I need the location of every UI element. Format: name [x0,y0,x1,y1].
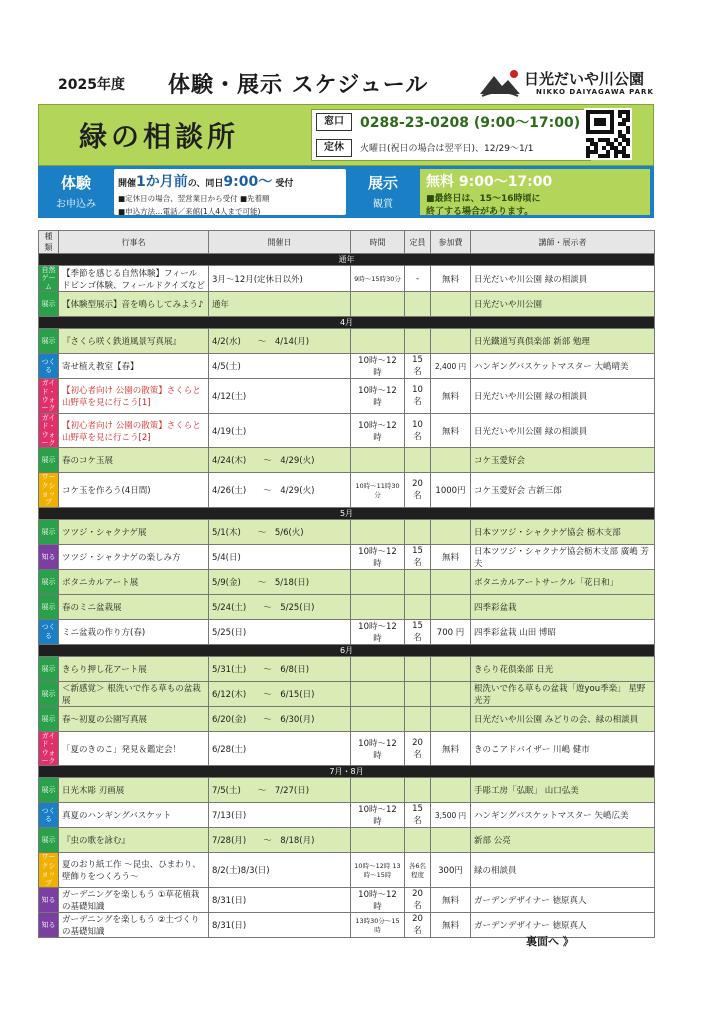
type-badge: ワークショップ [39,473,59,508]
event-fee [431,569,471,594]
event-time [351,828,405,853]
schedule-table [38,230,655,938]
show-hours: 無料 9:00～17:00 [426,174,553,190]
event-name: ガーデニングを楽しもう ②土づくりの基礎知識 [59,912,209,937]
event-fee [431,519,471,544]
table-row[interactable] [39,544,655,569]
logo-subtitle: NIKKO DAIYAGAWA PARK [536,88,654,96]
show-label-big: 展示 [367,174,398,192]
apply-timing-pre: 開催 [118,179,137,189]
event-name: 春のコケ玉展 [59,448,209,473]
mountain-logo-icon [478,68,522,98]
event-fee [431,292,471,317]
event-time [351,519,405,544]
event-fee [431,828,471,853]
park-logo [478,68,690,102]
section-label: 6月 [39,644,655,656]
type-badge: 展示 [39,828,59,853]
type-badge: ガイド・ウォーク [39,731,59,766]
event-capacity: 15 名 [405,803,431,828]
event-name: 真夏のハンギングバスケット [59,803,209,828]
event-host: ガーデンデザイナー 徳原真人 [471,887,655,912]
section-label: 5月 [39,507,655,519]
table-row[interactable] [39,594,655,619]
event-time: 10時～12時 [351,379,405,414]
qr-code [584,108,632,160]
event-name: 日光木彫 刃画展 [59,778,209,803]
closed-tag: 定休 [316,139,352,157]
schedule-body [39,254,655,938]
table-row[interactable] [39,292,655,317]
event-name: ツツジ・シャクナゲの楽しみ方 [59,544,209,569]
header-capacity: 定員 [405,231,431,254]
event-date: 4/12(土) [209,379,351,414]
event-fee: 無料 [431,912,471,937]
event-capacity: 15 名 [405,354,431,379]
type-badge: 展示 [39,706,59,731]
apply-timing [118,171,342,191]
section-header-row [39,766,655,778]
event-fee: 無料 [431,887,471,912]
type-badge: 展示 [39,519,59,544]
event-name: 「夏のきのこ」発見＆鑑定会！ [59,731,209,766]
event-fee [431,448,471,473]
type-badge: 展示 [39,681,59,706]
event-fee: 700 円 [431,619,471,644]
event-date: 4/19(土) [209,413,351,448]
event-host: 日光だいや川公園 [471,292,655,317]
event-date: 6/20(金) ～ 6/30(月) [209,706,351,731]
event-capacity [405,519,431,544]
schedule-table-wrap [38,230,654,938]
show-label [348,166,418,218]
event-name: 『虫の歌を詠む』 [59,828,209,853]
event-name: ＜新感覚＞ 根洗いで作る草もの盆栽展 [59,681,209,706]
apply-label-small: お申込み [56,199,96,210]
section-header-row [39,507,655,519]
event-date: 通年 [209,292,351,317]
event-name: 【季節を感じる自然体験】フィールドビンゴ体験、フィールドクイズなど [59,266,209,292]
event-date: 8/31(日) [209,887,351,912]
table-row[interactable] [39,266,655,292]
type-badge: 知る [39,887,59,912]
event-capacity: 20名 [405,887,431,912]
event-time [351,292,405,317]
event-name: 寄せ植え教室【春】 [59,354,209,379]
event-host: コケ玉愛好会 吉新三郎 [471,473,655,508]
event-time: 10時～12時 13時～15時 [351,853,405,888]
event-name: ボタニカルアート展 [59,569,209,594]
event-fee: 無料 [431,379,471,414]
event-date: 5/25(日) [209,619,351,644]
table-row[interactable] [39,853,655,888]
event-time [351,448,405,473]
phone-row [312,110,590,134]
event-time [351,706,405,731]
type-badge: 展示 [39,656,59,681]
page-header [38,66,690,102]
apply-note-1: ■定休日の場合、翌営業日から受付 ■先着順 [118,194,270,203]
event-fee: 2,400 円 [431,354,471,379]
event-host: 緑の相談員 [471,853,655,888]
event-fee [431,329,471,354]
event-capacity [405,778,431,803]
type-badge: つくる [39,354,59,379]
show-note-2: 終了する場合があります。 [426,207,534,217]
event-name: 春のミニ盆栽展 [59,594,209,619]
type-badge: 展示 [39,448,59,473]
type-badge: 知る [39,544,59,569]
event-host: ハンギングバスケットマスター 矢嶋広美 [471,803,655,828]
event-capacity [405,706,431,731]
table-row[interactable] [39,519,655,544]
event-date: 6/28(土) [209,731,351,766]
closed-days: 火曜日(祝日の場合は翌平日)、12/29～1/1 [360,144,534,154]
header-host: 講師・展示者 [471,231,655,254]
page-title: 体験・展示 スケジュール [168,73,429,98]
event-host: 手彫工房「弘眠」 山口弘美 [471,778,655,803]
event-host: 四季彩盆栽 山田 博昭 [471,619,655,644]
section-header-row [39,317,655,329]
event-capacity [405,681,431,706]
event-host: 四季彩盆栽 [471,594,655,619]
consultation-title: 緑の相談所 [79,120,240,153]
event-date: 5/24(土) ～ 5/25(日) [209,594,351,619]
event-name: きらり押し花アート展 [59,656,209,681]
event-capacity [405,828,431,853]
event-date: 7/5(土) ～ 7/27(日) [209,778,351,803]
event-time: 10時～12時 [351,413,405,448]
table-row[interactable] [39,656,655,681]
event-time: 10時～12時 [351,887,405,912]
event-time: 10時～12時 [351,619,405,644]
event-time [351,594,405,619]
event-time: 10時～12時 [351,354,405,379]
event-fee: 無料 [431,266,471,292]
section-label: 4月 [39,317,655,329]
table-header-row [39,231,655,254]
apply-timing-time: 9:00～ [223,174,273,190]
header-date: 開催日 [209,231,351,254]
event-host: きのこアドバイザー 川嶋 健市 [471,731,655,766]
event-capacity [405,594,431,619]
event-name: 【初心者向け 公園の散策】さくらと山野草を見に行こう[1] [59,379,209,414]
event-fee: 無料 [431,544,471,569]
event-time: 9時～15時30分 [351,266,405,292]
event-date: 8/2(土)8/3(日) [209,853,351,888]
event-time: 10時～12時 [351,803,405,828]
event-name: ミニ盆栽の作り方(春) [59,619,209,644]
event-host: ハンギングバスケットマスター 大嶋晴美 [471,354,655,379]
event-name: ガーデニングを楽しもう ①草花植栽の基礎知識 [59,887,209,912]
type-badge: つくる [39,803,59,828]
phone-number: 0288-23-0208 (9:00～17:00) [360,115,581,131]
section-label: 通年 [39,254,655,266]
table-row[interactable] [39,354,655,379]
logo-name: 日光だいや川公園 [524,70,645,88]
event-host: 日光鐵道写真倶楽部 新部 勉理 [471,329,655,354]
event-host: ボタニカルアートサークル「花日和」 [471,569,655,594]
event-name: 春～初夏の公園写真展 [59,706,209,731]
event-capacity: 10 名 [405,413,431,448]
header-time: 時間 [351,231,405,254]
table-row[interactable] [39,681,655,706]
event-host: 日光だいや川公園 緑の相談員 [471,379,655,414]
table-row[interactable] [39,619,655,644]
table-row[interactable] [39,413,655,448]
qr-code-icon [586,110,630,158]
event-host: 日本ツツジ・シャクナゲ協会栃木支部 廣嶋 芳夫 [471,544,655,569]
show-label-small: 観賞 [373,199,393,210]
event-fee [431,594,471,619]
type-badge: 展示 [39,594,59,619]
event-date: 8/31(日) [209,912,351,937]
type-badge: 展示 [39,329,59,354]
event-time: 10時～12時 [351,544,405,569]
event-capacity [405,656,431,681]
event-capacity: 15 名 [405,544,431,569]
event-name: ツツジ・シャクナゲ展 [59,519,209,544]
event-time [351,569,405,594]
event-fee [431,656,471,681]
event-name: 夏のおり紙工作 ～昆虫、ひまわり、壁飾りをつくろう～ [59,853,209,888]
event-name: 【体験型展示】音を鳴らしてみよう♪ [59,292,209,317]
event-host: コケ玉愛好会 [471,448,655,473]
event-time [351,681,405,706]
event-capacity: 15 名 [405,619,431,644]
apply-timing-month: 1か月前 [136,174,188,190]
event-host: 日光だいや川公園 みどりの会、緑の相談員 [471,706,655,731]
apply-timing-post: の、同日 [187,179,224,189]
event-date: 3月～12月(定休日以外) [209,266,351,292]
apply-details [114,169,346,215]
table-row[interactable] [39,329,655,354]
apply-info-bar [38,166,654,218]
contact-info-box [311,109,591,161]
table-row[interactable] [39,448,655,473]
table-row[interactable] [39,379,655,414]
section-label: 7月・8月 [39,766,655,778]
show-note-1: ■最終日は、15～16時頃に [426,194,541,204]
event-capacity: 20名 [405,912,431,937]
type-badge: つくる [39,619,59,644]
event-fee: 無料 [431,731,471,766]
event-capacity [405,329,431,354]
event-date: 4/26(土) ～ 4/29(火) [209,473,351,508]
apply-note-2: ■申込方法…電話／来館(1人4人まで可能) [118,207,261,216]
closed-row [312,136,590,160]
event-fee: 無料 [431,413,471,448]
type-badge: 展示 [39,569,59,594]
event-date: 7/28(月) ～ 8/18(月) [209,828,351,853]
consultation-panel [38,104,654,166]
event-capacity: 20 名 [405,731,431,766]
event-time: 13時30分～15時 [351,912,405,937]
event-name: 『さくら咲く鉄道風景写真展』 [59,329,209,354]
type-badge: 展示 [39,292,59,317]
event-capacity [405,292,431,317]
table-row[interactable] [39,803,655,828]
event-date: 5/1(木) ～ 5/6(火) [209,519,351,544]
event-fee [431,778,471,803]
table-row[interactable] [39,731,655,766]
type-badge: 自然ゲーム [39,266,59,292]
type-badge: ガイド・ウォーク [39,379,59,414]
event-capacity: - [405,266,431,292]
event-date: 5/9(金) ～ 5/18(日) [209,569,351,594]
show-details [420,169,650,215]
event-host: 日光だいや川公園 緑の相談員 [471,413,655,448]
next-page-link[interactable]: 裏面へ 》 [526,935,574,948]
header-fee: 参加費 [431,231,471,254]
section-header-row [39,254,655,266]
table-row[interactable] [39,887,655,912]
type-badge: ワークショップ [39,853,59,888]
event-date: 6/12(木) ～ 6/15(日) [209,681,351,706]
event-date: 5/31(土) ～ 6/8(日) [209,656,351,681]
event-fee [431,706,471,731]
event-host: 根洗いで作る草もの盆栽「遊you季楽」 星野光芳 [471,681,655,706]
type-badge: ガイド・ウォーク [39,413,59,448]
table-row[interactable] [39,569,655,594]
apply-label [38,166,114,218]
table-row[interactable] [39,828,655,853]
event-name: 【初心者向け 公園の散策】さくらと山野草を見に行こう[2] [59,413,209,448]
event-fee: 3,500 円 [431,803,471,828]
event-host: 日本ツツジ・シャクナゲ協会 栃木支部 [471,519,655,544]
header-event: 行事名 [59,231,209,254]
window-tag: 窓口 [316,113,352,131]
event-fee [431,681,471,706]
event-capacity: 20 名 [405,473,431,508]
table-row[interactable] [39,778,655,803]
event-time [351,329,405,354]
event-name: コケ玉を作ろう(4日間) [59,473,209,508]
event-date: 4/2(水) ～ 4/14(月) [209,329,351,354]
event-date: 4/24(木) ～ 4/29(火) [209,448,351,473]
event-capacity [405,569,431,594]
section-header-row [39,644,655,656]
event-capacity: 10 名 [405,379,431,414]
table-row[interactable] [39,706,655,731]
apply-label-big: 体験 [60,174,91,192]
event-host: 日光だいや川公園 緑の相談員 [471,266,655,292]
event-host: ガーデンデザイナー 徳原真人 [471,912,655,937]
type-badge: 知る [39,912,59,937]
event-capacity: 各6名程度 [405,853,431,888]
event-fee: 300円 [431,853,471,888]
event-host: 新部 公亮 [471,828,655,853]
event-time [351,656,405,681]
table-row[interactable] [39,473,655,508]
event-fee: 1000円 [431,473,471,508]
event-date: 4/5(土) [209,354,351,379]
year-label: 2025年度 [58,77,125,93]
apply-timing-end: 受付 [275,179,294,189]
event-time [351,778,405,803]
type-badge: 展示 [39,778,59,803]
event-time: 10時～12時 [351,731,405,766]
header-type: 種類 [39,231,59,254]
event-capacity [405,448,431,473]
event-date: 7/13(日) [209,803,351,828]
event-date: 5/4(日) [209,544,351,569]
event-host: きらり花倶楽部 日光 [471,656,655,681]
event-time: 10時～11時30分 [351,473,405,508]
